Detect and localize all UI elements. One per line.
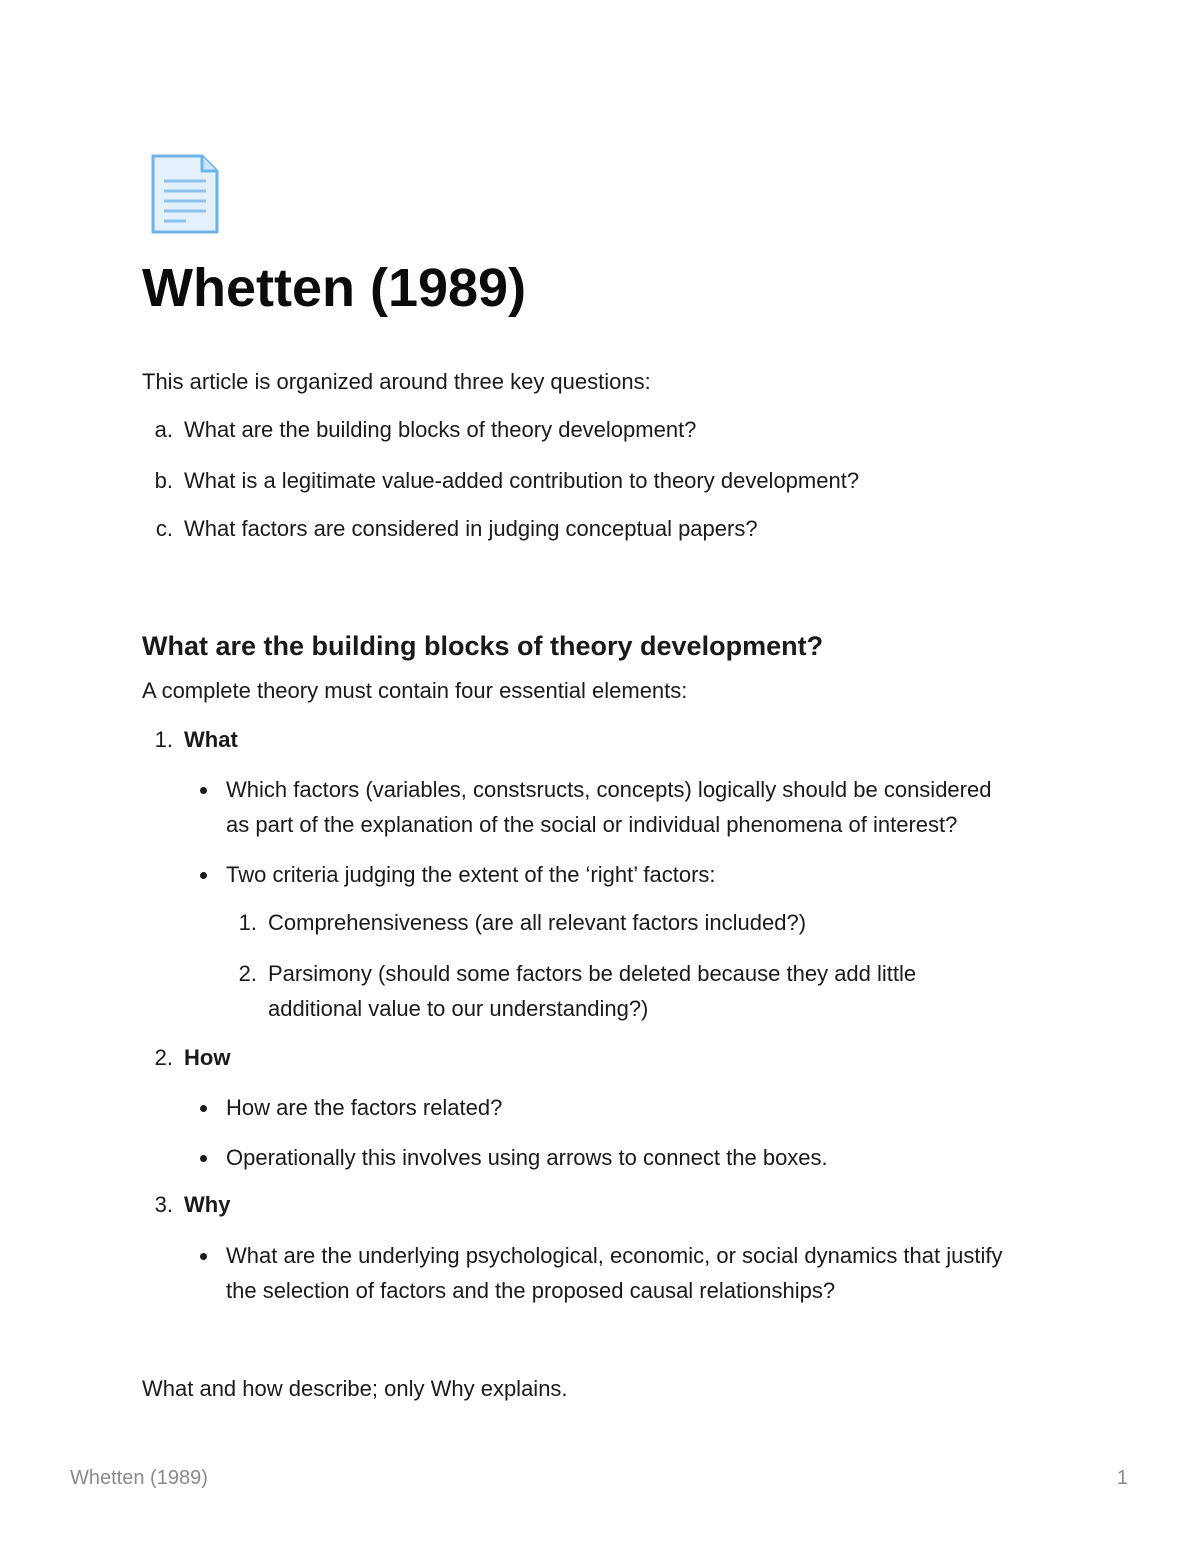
list-item-marker: 3. <box>154 1192 173 1217</box>
bullet-icon <box>200 1105 207 1112</box>
list-item-marker: 1. <box>154 727 173 752</box>
bullet-icon <box>200 872 207 879</box>
element-why-label: Why <box>184 1192 231 1217</box>
list-item-marker: b. <box>154 468 173 493</box>
element-how-label: How <box>184 1045 231 1070</box>
list-item: the selection of factors and the proposed causal relationships? <box>226 1278 836 1303</box>
intro-text: This article is organized around three key questions: <box>142 369 651 394</box>
list-item-marker: c. <box>155 516 173 541</box>
list-item: What are the underlying psychological, economic, or social dynamics that justify <box>226 1243 1003 1268</box>
page-number: 1 <box>1116 1467 1128 1489</box>
element-what-label: What <box>184 727 238 752</box>
intro-question-a: What are the building blocks of theory development? <box>184 417 697 442</box>
intro-question-c: What factors are considered in judging conceptual papers? <box>184 516 758 541</box>
list-item: Which factors (variables, constsructs, concepts) logically should be considered <box>226 777 992 802</box>
list-item: Two criteria judging the extent of the ‘right’ factors: <box>226 862 716 887</box>
criterion-parsimony: additional value to our understanding?) <box>268 996 649 1021</box>
section-heading: What are the building blocks of theory development? <box>142 631 824 661</box>
footer-title: Whetten (1989) <box>70 1467 208 1489</box>
list-item-marker: 1. <box>238 910 257 935</box>
criterion-parsimony: Parsimony (should some factors be deleted because they add little <box>268 961 917 986</box>
page-title: Whetten (1989) <box>142 258 527 318</box>
bullet-icon <box>200 1253 207 1260</box>
document-icon <box>150 153 220 235</box>
bullet-icon <box>200 1155 207 1162</box>
bullet-icon <box>200 787 207 794</box>
intro-question-b: What is a legitimate value-added contribution to theory development? <box>184 468 860 493</box>
section-lead: A complete theory must contain four essential elements: <box>142 678 688 703</box>
closing-text: What and how describe; only Why explains. <box>142 1376 568 1401</box>
list-item-marker: 2. <box>154 1045 173 1070</box>
list-item: Operationally this involves using arrows to connect the boxes. <box>226 1145 828 1170</box>
criterion-comprehensiveness: Comprehensiveness (are all relevant factors included?) <box>268 910 807 935</box>
list-item: as part of the explanation of the social or individual phenomena of interest? <box>226 812 958 837</box>
list-item-marker: 2. <box>238 961 257 986</box>
list-item-marker: a. <box>154 417 173 442</box>
list-item: How are the factors related? <box>226 1095 503 1120</box>
